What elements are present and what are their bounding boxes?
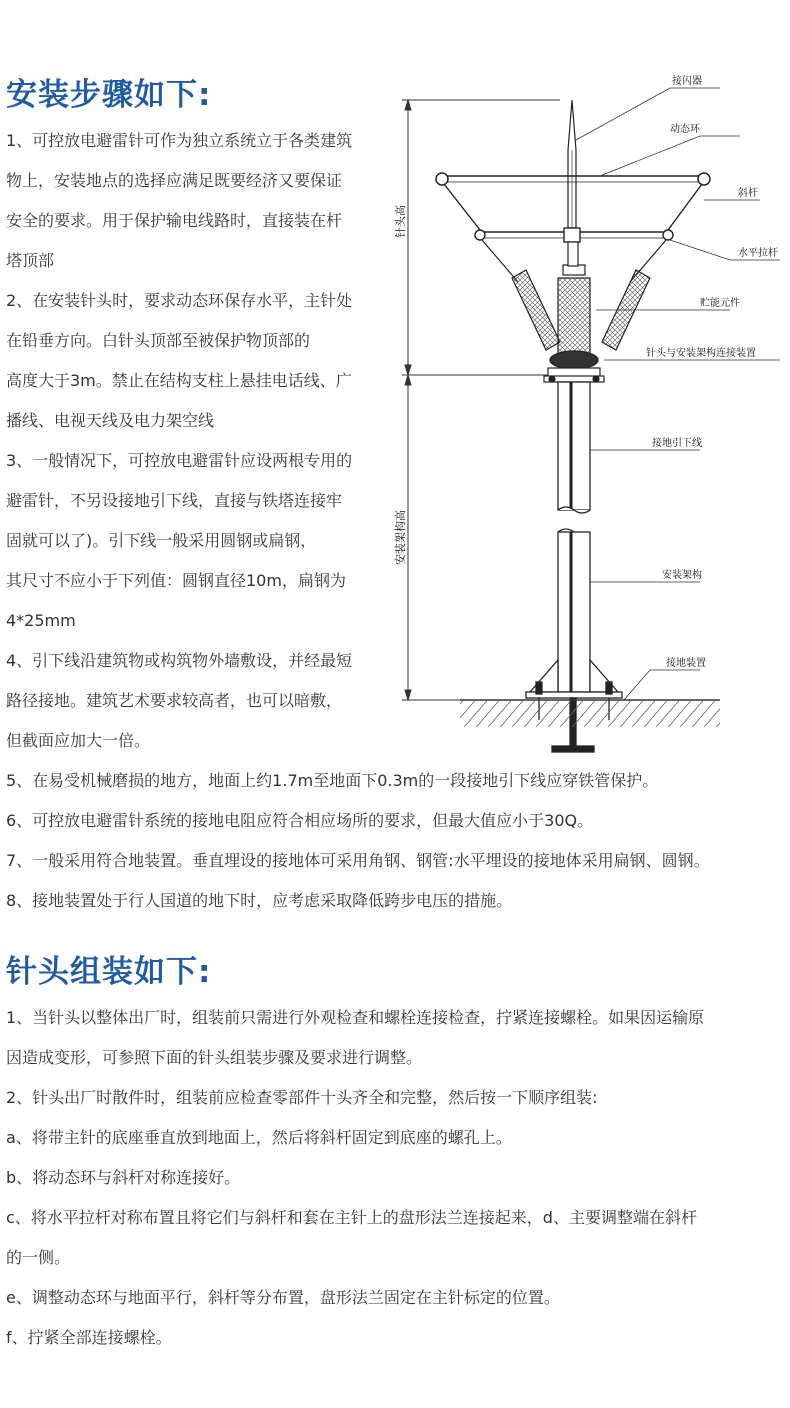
energy-storage-elements xyxy=(482,240,666,354)
paragraph-line: f、拧紧全部连接螺栓。 xyxy=(6,1328,172,1347)
paragraph-line: 避雷针，不另设接地引下线，直接与铁塔连接牢 xyxy=(6,491,343,510)
paragraph-line: 因造成变形，可参照下面的针头组装步骤及要求进行调整。 xyxy=(6,1048,423,1067)
paragraph-line: 4*25mm xyxy=(6,611,76,630)
paragraph-line: 4、引下线沿建筑物或构筑物外墙敷设，并经最短 xyxy=(6,651,353,670)
paragraph-line: 路径接地。建筑艺术要求较高者，也可以暗敷， xyxy=(6,691,343,710)
label-grounding-device: 接地装置 xyxy=(666,658,706,669)
paragraph-line: 物上，安装地点的选择应满足既要经济又要保证 xyxy=(6,171,343,190)
paragraph-line: 其尺寸不应小于下列值：圆钢直径10m，扁钢为 xyxy=(6,571,346,590)
paragraph-line: 高度大于3m。禁止在结构支柱上悬挂电话线、广 xyxy=(6,371,352,390)
paragraph-line: 6、可控放电避雷针系统的接地电阻应符合相应场所的要求，但最大值应小于30Q。 xyxy=(6,811,594,830)
paragraph-line: 安全的要求。用于保护输电线路时，直接装在杆 xyxy=(6,211,343,230)
paragraph-line: e、调整动态环与地面平行，斜杆等分布置，盘形法兰固定在主针标定的位置。 xyxy=(6,1288,560,1307)
leader-lines xyxy=(576,88,780,700)
connection-flange xyxy=(544,351,604,382)
lightning-rod-diagram xyxy=(394,60,790,760)
air-terminal xyxy=(568,100,576,228)
structure-height-label: 安装架构高 xyxy=(394,510,407,565)
paragraph-line: 的一侧。 xyxy=(6,1248,71,1267)
paragraph-line: 固就可以了)。引下线一般采用圆钢或扁钢， xyxy=(6,531,317,550)
horizontal-rods xyxy=(475,228,673,242)
paragraph-line: a、将带主针的底座垂直放到地面上，然后将斜杆固定到底座的螺孔上。 xyxy=(6,1128,512,1147)
label-energy-storage: 贮能元件 xyxy=(700,298,740,309)
label-diagonal-rod: 斜杆 xyxy=(738,188,758,199)
paragraph-line: 播线、电视天线及电力架空线 xyxy=(6,411,215,430)
paragraph-line: 7、一般采用符合地装置。垂直埋设的接地体可采用角钢、钢管:水平埋设的接地体采用扁钢、圆钢。 xyxy=(6,851,710,870)
paragraph-line: c、将水平拉杆对称布置且将它们与斜杆和套在主针上的盘形法兰连接起来，d、主要调整端在斜杆 xyxy=(6,1208,697,1227)
mounting-pole-upper xyxy=(558,382,590,513)
label-air-terminal: 接闪器 xyxy=(672,76,702,87)
paragraph-line: 在铅垂方向。白针头顶部至被保护物顶部的 xyxy=(6,331,311,350)
label-connection-device: 针头与安装架构连接装置 xyxy=(646,348,756,359)
paragraph-line: 5、在易受机械磨损的地方，地面上约1.7m至地面下0.3m的一段接地引下线应穿铁管保护。 xyxy=(6,771,659,790)
section-2-title: 针头组装如下: xyxy=(6,954,212,990)
paragraph-line: 2、在安装针头时，要求动态环保存水平，主针处 xyxy=(6,291,353,310)
paragraph-line: 1、当针头以整体出厂时，组装前只需进行外观检查和螺栓连接检查，拧紧连接螺栓。如果因运输原 xyxy=(6,1008,705,1027)
paragraph-line: 塔顶部 xyxy=(6,251,55,270)
paragraph-line: b、将动态环与斜杆对称连接好。 xyxy=(6,1168,241,1187)
paragraph-line: 3、一般情况下，可控放电避雷针应设两根专用的 xyxy=(6,451,353,470)
paragraph-line: 但截面应加大一倍。 xyxy=(6,731,151,750)
dimension-lines xyxy=(402,100,560,700)
label-mounting-structure: 安装架构 xyxy=(662,570,702,581)
section-1-title: 安装步骤如下: xyxy=(6,77,212,113)
paragraph-line: 1、可控放电避雷针可作为独立系统立于各类建筑 xyxy=(6,131,353,150)
ground-surface xyxy=(460,700,720,727)
paragraph-line: 8、接地装置处于行人国道的地下时，应考虑采取降低跨步电压的措施。 xyxy=(6,891,513,910)
paragraph-line: 2、针头出厂时散件时，组装前应检查零部件十头齐全和完整，然后按一下顺序组装: xyxy=(6,1088,598,1107)
label-down-conductor: 接地引下线 xyxy=(652,438,702,449)
label-dynamic-ring: 动态环 xyxy=(670,124,700,135)
head-height-label: 针头高 xyxy=(394,205,407,238)
label-horizontal-rod: 水平拉杆 xyxy=(738,248,778,259)
